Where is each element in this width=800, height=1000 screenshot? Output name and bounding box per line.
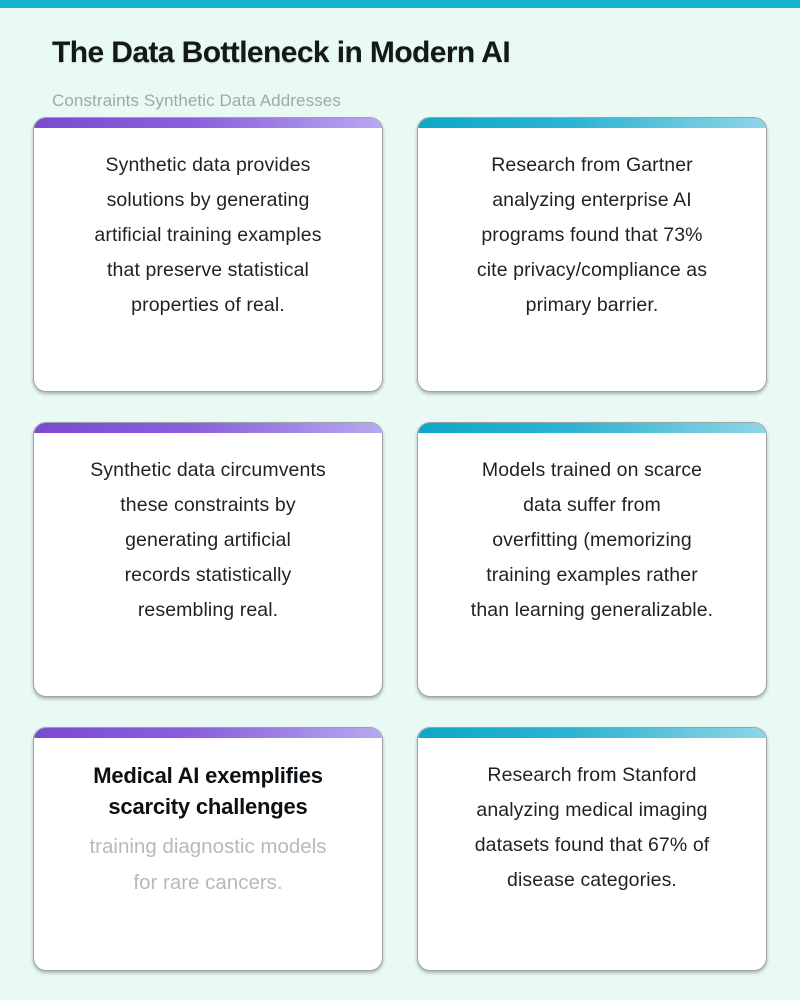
- card-text-line: solutions by generating: [106, 189, 310, 211]
- card-text-line: Research from Gartner: [491, 154, 693, 176]
- card-text-line: that preserve statistical: [107, 259, 309, 281]
- page-subtitle: Constraints Synthetic Data Addresses: [52, 91, 341, 110]
- card-text-line: generating artificial: [125, 529, 291, 551]
- card-accent-bar: [34, 423, 382, 433]
- card-text-line: data suffer from: [523, 494, 661, 516]
- card-text-line: artificial training examples: [94, 224, 322, 246]
- card-muted-text: [60, 829, 356, 901]
- page-title: The Data Bottleneck in Modern AI: [52, 36, 511, 69]
- card-body: [34, 738, 382, 913]
- card-body: [418, 738, 766, 910]
- card-gartner-research: [417, 117, 767, 392]
- card-synthetic-circumvents: [33, 422, 383, 697]
- card-text-line: than learning generalizable.: [470, 599, 714, 621]
- card-text-line: primary barrier.: [525, 294, 659, 316]
- card-body: [418, 128, 766, 335]
- card-medical-ai: [33, 727, 383, 971]
- card-text-line: Research from Stanford: [487, 764, 697, 786]
- card-muted-line: training diagnostic models: [89, 835, 327, 858]
- card-text-line: these constraints by: [120, 494, 296, 516]
- card-accent-bar: [418, 423, 766, 433]
- card-text-line: Synthetic data circumvents: [90, 459, 326, 481]
- card-synthetic-solutions: [33, 117, 383, 392]
- card-text-line: disease categories.: [507, 869, 677, 891]
- card-body: [34, 433, 382, 640]
- card-accent-bar: [34, 728, 382, 738]
- card-heading-line: scarcity challenges: [108, 794, 308, 819]
- card-text-line: resembling real.: [137, 599, 279, 621]
- card-text-line: records statistically: [124, 564, 292, 586]
- card-accent-bar: [34, 118, 382, 128]
- card-text-line: programs found that 73%: [481, 224, 703, 246]
- page-header: [52, 36, 760, 111]
- card-text-line: analyzing enterprise AI: [492, 189, 692, 211]
- card-text-line: datasets found that 67% of: [474, 834, 710, 856]
- card-text-line: analyzing medical imaging: [476, 799, 708, 821]
- card-muted-line: for rare cancers.: [133, 871, 283, 894]
- card-overfitting: [417, 422, 767, 697]
- card-heading-line: Medical AI exemplifies: [93, 763, 323, 788]
- top-accent-bar: [0, 0, 800, 8]
- card-text-line: properties of real.: [131, 294, 285, 316]
- card-body: [418, 433, 766, 640]
- card-accent-bar: [418, 118, 766, 128]
- card-accent-bar: [418, 728, 766, 738]
- card-text-line: overfitting (memorizing: [492, 529, 692, 551]
- card-text-line: Models trained on scarce: [481, 459, 703, 481]
- card-text-line: cite privacy/compliance as: [476, 259, 708, 281]
- card-text-line: Synthetic data provides: [105, 154, 311, 176]
- cards-grid: [33, 117, 767, 971]
- card-body: [34, 128, 382, 335]
- card-stanford-research: [417, 727, 767, 971]
- card-text-line: training examples rather: [486, 564, 698, 586]
